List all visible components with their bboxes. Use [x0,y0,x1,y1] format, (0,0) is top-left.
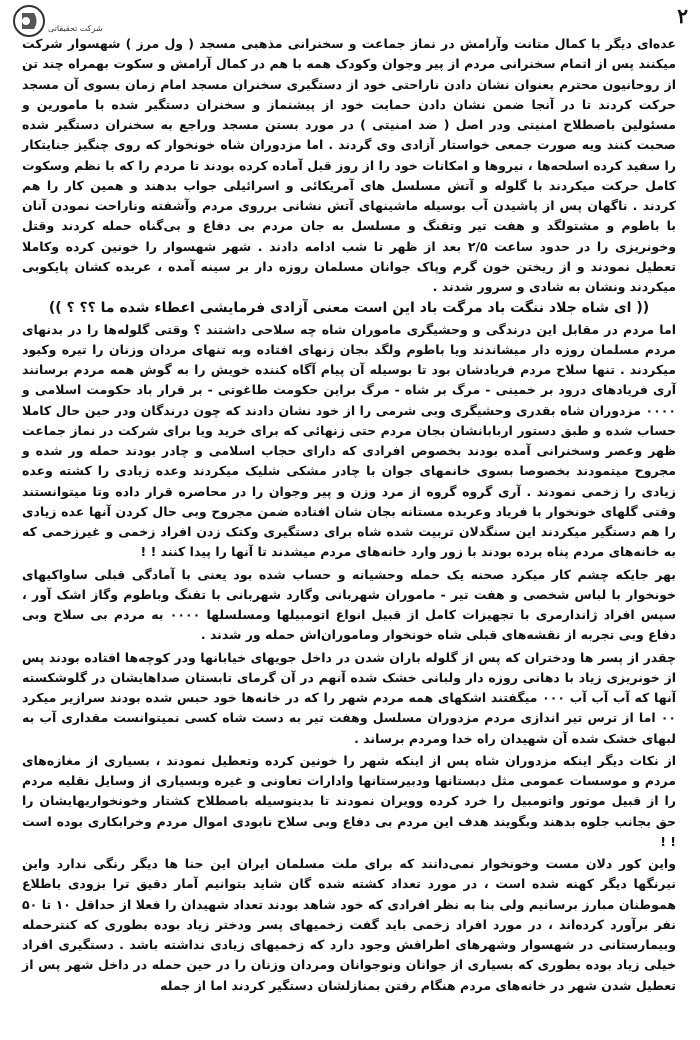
article-body [22,34,676,996]
paragraph-3: بهر جایکه چشم کار میکرد صحنه یک حمله وحشیانه و حساب شده بود یعنی با آمادگی قبلی ساواکیهای خونخوار با لباس شخصی و هفت تیر - ماموران شهربانی وگارد شهربانی با تفنگ وباطوم وگاز اشک آور ، سپس افراد ژاندارمری با تجهیزات کامل از قبیل انواع اتومبیلها ومسلسلها ٠٠٠٠ به مردم بی سلاح وبی دفاع وبی تجربه از نقشه‌های قبلی شاه خونخوار وماموران‌اش حمله ور شدند . [22,566,676,643]
page-number: ۲ [677,4,688,28]
paragraph-2: اما مردم در مقابل این درندگی و وحشیگری ماموران شاه چه سلاحی داشتند ؟ وقتی گلوله‌ها را در بدنهای مردم مسلمان روزه دار میشاندند ویا باطوم ولگد بجان زنهای افتاده وبه تنهای مردان وزنان را تیره وکبود میکردند . تنها سلاح مردم فریادشان بود تا بوسیله آن پیام آگاه کننده خویش را به گوش همه مردم برسانند آری فریادهای درود بر خمینی - مرگ بر شاه - مرگ براین حکومت طاغوتی - بر قرار باد حکومت اسلامی و ٠٠٠٠ مزدوران شاه بقدری وحشیگری وبی شرمی را از خود نشان دادند که چون درندگان ودر حین حال کاملا حساب شده و طبق دستور اربابانشان بجان مردم حتی زنهائی که برای خرید ویا برای شرکت در نماز جماعت ظهر وعصر وسخنرانی آمده بودند بخصوص افرادی که دارای حجاب اسلامی و چادر بودند حمله ور شده و مجروح میتمودند بخصوصا بسوی خانمهای جوان با چادر مشکی شلیک میکردند وعده زیادی را کشته وعده زیادی را زخمی نمودند . آری گروه گروه از مرد وزن و پیر وجوان را در محاصره قرار داده وتا میتوانستند وقتی گلهای خونخوار با فریاد وعربده مستانه بجان شان افتاده ضمن مجروح وبی حال کردن آنها عده زیادی را هم دستگیر میکردند این سنگدلان تربیت شده شاه برای دستگیری وکتک زدن افراد زخمی و غیرزخمی که به خانه‌های مردم پناه برده بودند با زور وارد خانه‌های مردم میشدند تا آنها را پیدا کنند ! ! [22,321,676,560]
publisher-logo [12,4,103,38]
paragraph-6: واین کور دلان مست وخونخوار نمی‌دانند که برای ملت مسلمان ایران این حنا ها دیگر رنگی ندارد واین نیرنگها دیگر کهنه شده است ، در مورد تعداد کشته شده گان شاید بتوانیم آمار دقیق ترا بزودی باطلاع هموطنان مبارز برسانیم ولی بنا به نظر افرادی که خود شاهد بودند تعداد شهیدان را فعلا از حداقل ۱۰ تا ۵۰ نفر برآورد کرده‌اند ، در مورد افراد زخمی باید گفت زخمیهای پسر ودختر زیاد بوده بطوری که کنترحمله وبیمارستانی در شهسوار وشهرهای اطرافش وجود دارد که زخمیهای زیادی نداشته باشد . دستگیری افراد خیلی زیاد بوده بطوری که بسیاری از جوانان ونوجوانان ومردان وزنان را در حین حمله در داخل شهر پس از تعطیل شدن شهر در خانه‌های مردم هنگام رفتن بمنازلشان دستگیر کردند اما از جمله [22,856,676,993]
paragraph-5: از نکات دیگر اینکه مزدوران شاه پس از اینکه شهر را خونین کرده وتعطیل نمودند ، بسیاری از مغازه‌های مردم و موسسات عمومی مثل دبستانها ودبیرستانها وادارات تعاونی و غیره وبسیاری از وسایل نقلیه مردم را از قبیل موتور واتومبیل را خرد کرده وویران نمودند تا بدینوسیله باصطلاح کشتار وخونخواریهایشان را حق بجانب جلوه بدهند وبگویند هدف این مردم بی دفاع وبی سلاح نابودی اموال مردم وخرابکاری بوده است ! ! [22,752,676,849]
paragraph-4: چقدر از پسر ها ودختران که پس از گلوله باران شدن در داخل جویهای خیابانها ودر کوچه‌ها افتاده بودند پس از خونریزی زیاد با دهانی روزه دار ولبانی خشک شده آنهم در آن گرمای تابستان صداهایشان در گلوشکسته آنها که آب آب آب ٠٠٠ میگفتند اشکهای همه مردم شهر را که در خانه‌ها خود حبس شده بودند سرازیر میکرد ٠٠ اما از ترس تیر اندازی مردم مزدوران مسلسل وهفت تیر به دست شاه کسی نمیتوانست مقداری آب به لبهای خشک شده آن شهیدان راه خدا ومردم برساند . [22,649,676,746]
paragraph-1: عده‌ای دیگر با کمال متانت وآرامش در نماز جماعت و سخنرانی مذهبی مسجد ( ول مرز ) شهسوار شرکت میکنند پس از اتمام سخنرانی مردم از پیر وجوان وکودک همه با هم در کمال آرامش و سکوت بهمراه چند تن از روحانیون محترم بعنوان نشان دادن ناراحتی خود از دستگیری سخنران مسجد امام زمان بسوی آن مسجد حرکت کردند تا در آنجا ضمن نشان دادن حمایت خود از پیشنماز و سخنران دستگیر شده با مامورین و مسئولین باصطلاح امنیتی ودر اصل ( ضد امنیتی ) در مورد بستن مسجد وراجع به سخنران دستگیر شده صحبت کنند ویه صورت جمعی خواستار آزادی وی گردند . اما مزدوران شاه خونخوار که روی چنگیز جنایتکار را سفید کرده اسلحه‌ها ، نیروها و امکانات خود را از روز قبل آماده کرده بودند تا مردم را که با نظم وسکوت کامل حرکت میکردند با گلوله و آتش مسلسل های آمریکائی و اسرائیلی جواب بدهند و همین کار را هم کردند . ناگهان پس از پاشیدن آب بوسیله ماشینهای آتش نشانی برروی مردم وآشفته وناراحت نمودن آنان با باطوم و مشتولگد و هفت تیر وتفنگ و مسلسل به جان مردم بی دفاع و بی‌گناه حمله کردند وقتل وخونریزی را در حدود ساعت ۲/۵ بعد از ظهر تا شب ادامه دادند . شهر شهسوار را خونین کرده وکاملا تعطیل نمودند و از ریختن خون گرم وپاک جوانان مسلمان روزه دار بر سینه آمده ، عربده کشان پایکوبی میکردند ونشان به شادی و سرور شدند . [22,36,676,294]
slogan-quote: (( ای شاه جلاد ننگت باد مرگت باد این است معنی آزادی فرمایشی اعطاء شده ما ؟؟ ؟ )) [48,300,650,317]
logo-caption: شرکت تحقیقاتی [48,24,103,33]
logo-emblem-icon [12,4,46,38]
